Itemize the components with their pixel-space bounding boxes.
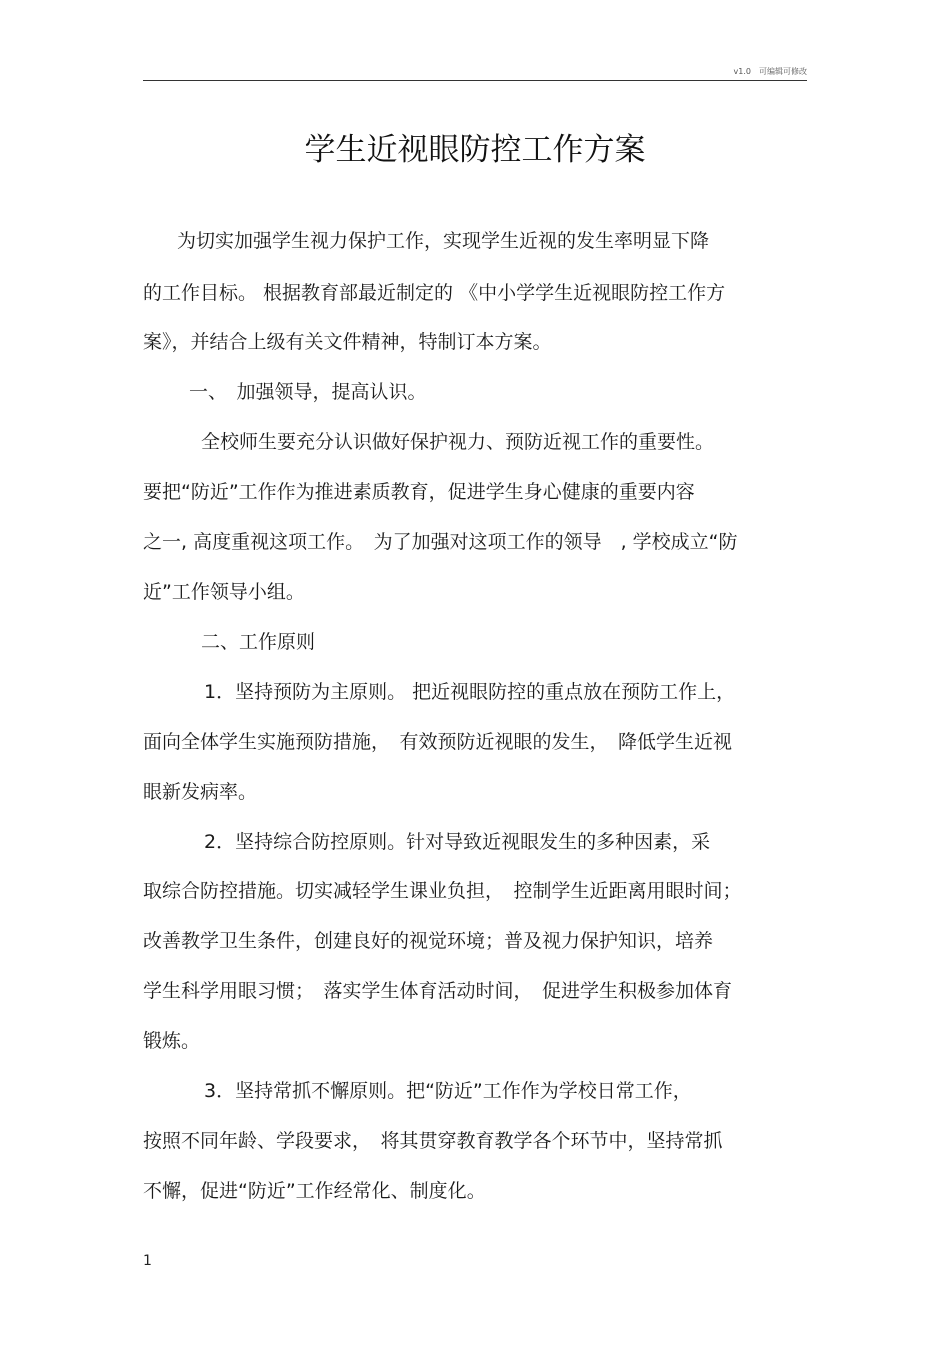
paragraph-line: 为切实加强学生视力保护工作，实现学生近视的发生率明显下降 [177,230,710,252]
paragraph-line: 全校师生要充分认识做好保护视力、预防近视工作的重要性。 [201,431,715,453]
paragraph-line: 要把“防近”工作作为推进素质教育，促进学生身心健康的重要内容 [143,481,695,503]
paragraph-line: 的工作目标。 根据教育部最近制定的 《中小学学生近视眼防控工作方 [143,282,726,304]
paragraph-line: 1．坚持预防为主原则。 把近视眼防控的重点放在预防工作上， [204,681,736,703]
paragraph-line: 近”工作领导小组。 [143,581,305,603]
paragraph-line: 取综合防控措施。切实减轻学生课业负担， 控制学生近距离用眼时间； [143,880,742,902]
header-version-note: v1.0 可编辑可修改 [733,67,807,76]
paragraph-line: 3．坚持常抓不懈原则。把“防近”工作作为学校日常工作， [204,1080,692,1102]
paragraph-line: 眼新发病率。 [143,781,258,803]
paragraph-line: 改善教学卫生条件，创建良好的视觉环境；普及视力保护知识，培养 [143,930,714,952]
header-rule [143,80,807,81]
page-number: 1 [143,1253,152,1269]
paragraph-line: 按照不同年龄、学段要求， 将其贯穿教育教学各个环节中，坚持常抓 [143,1130,723,1152]
section-heading: 二、工作原则 [201,631,316,653]
paragraph-line: 不懈，促进“防近”工作经常化、制度化。 [143,1180,486,1202]
paragraph-line: 锻炼。 [143,1030,201,1052]
paragraph-line: 案》，并结合上级有关文件精神，特制订本方案。 [143,331,552,353]
document-title: 学生近视眼防控工作方案 [304,132,646,168]
paragraph-line: 之一, 高度重视这项工作。 为了加强对这项工作的领导 , 学校成立“防 [143,531,738,553]
paragraph-line: 2．坚持综合防控原则。针对导致近视眼发生的多种因素，采 [204,831,711,853]
paragraph-line: 学生科学用眼习惯； 落实学生体育活动时间， 促进学生积极参加体育 [143,980,733,1002]
section-heading: 一、 加强领导，提高认识。 [189,381,427,403]
paragraph-line: 面向全体学生实施预防措施， 有效预防近视眼的发生， 降低学生近视 [143,731,733,753]
